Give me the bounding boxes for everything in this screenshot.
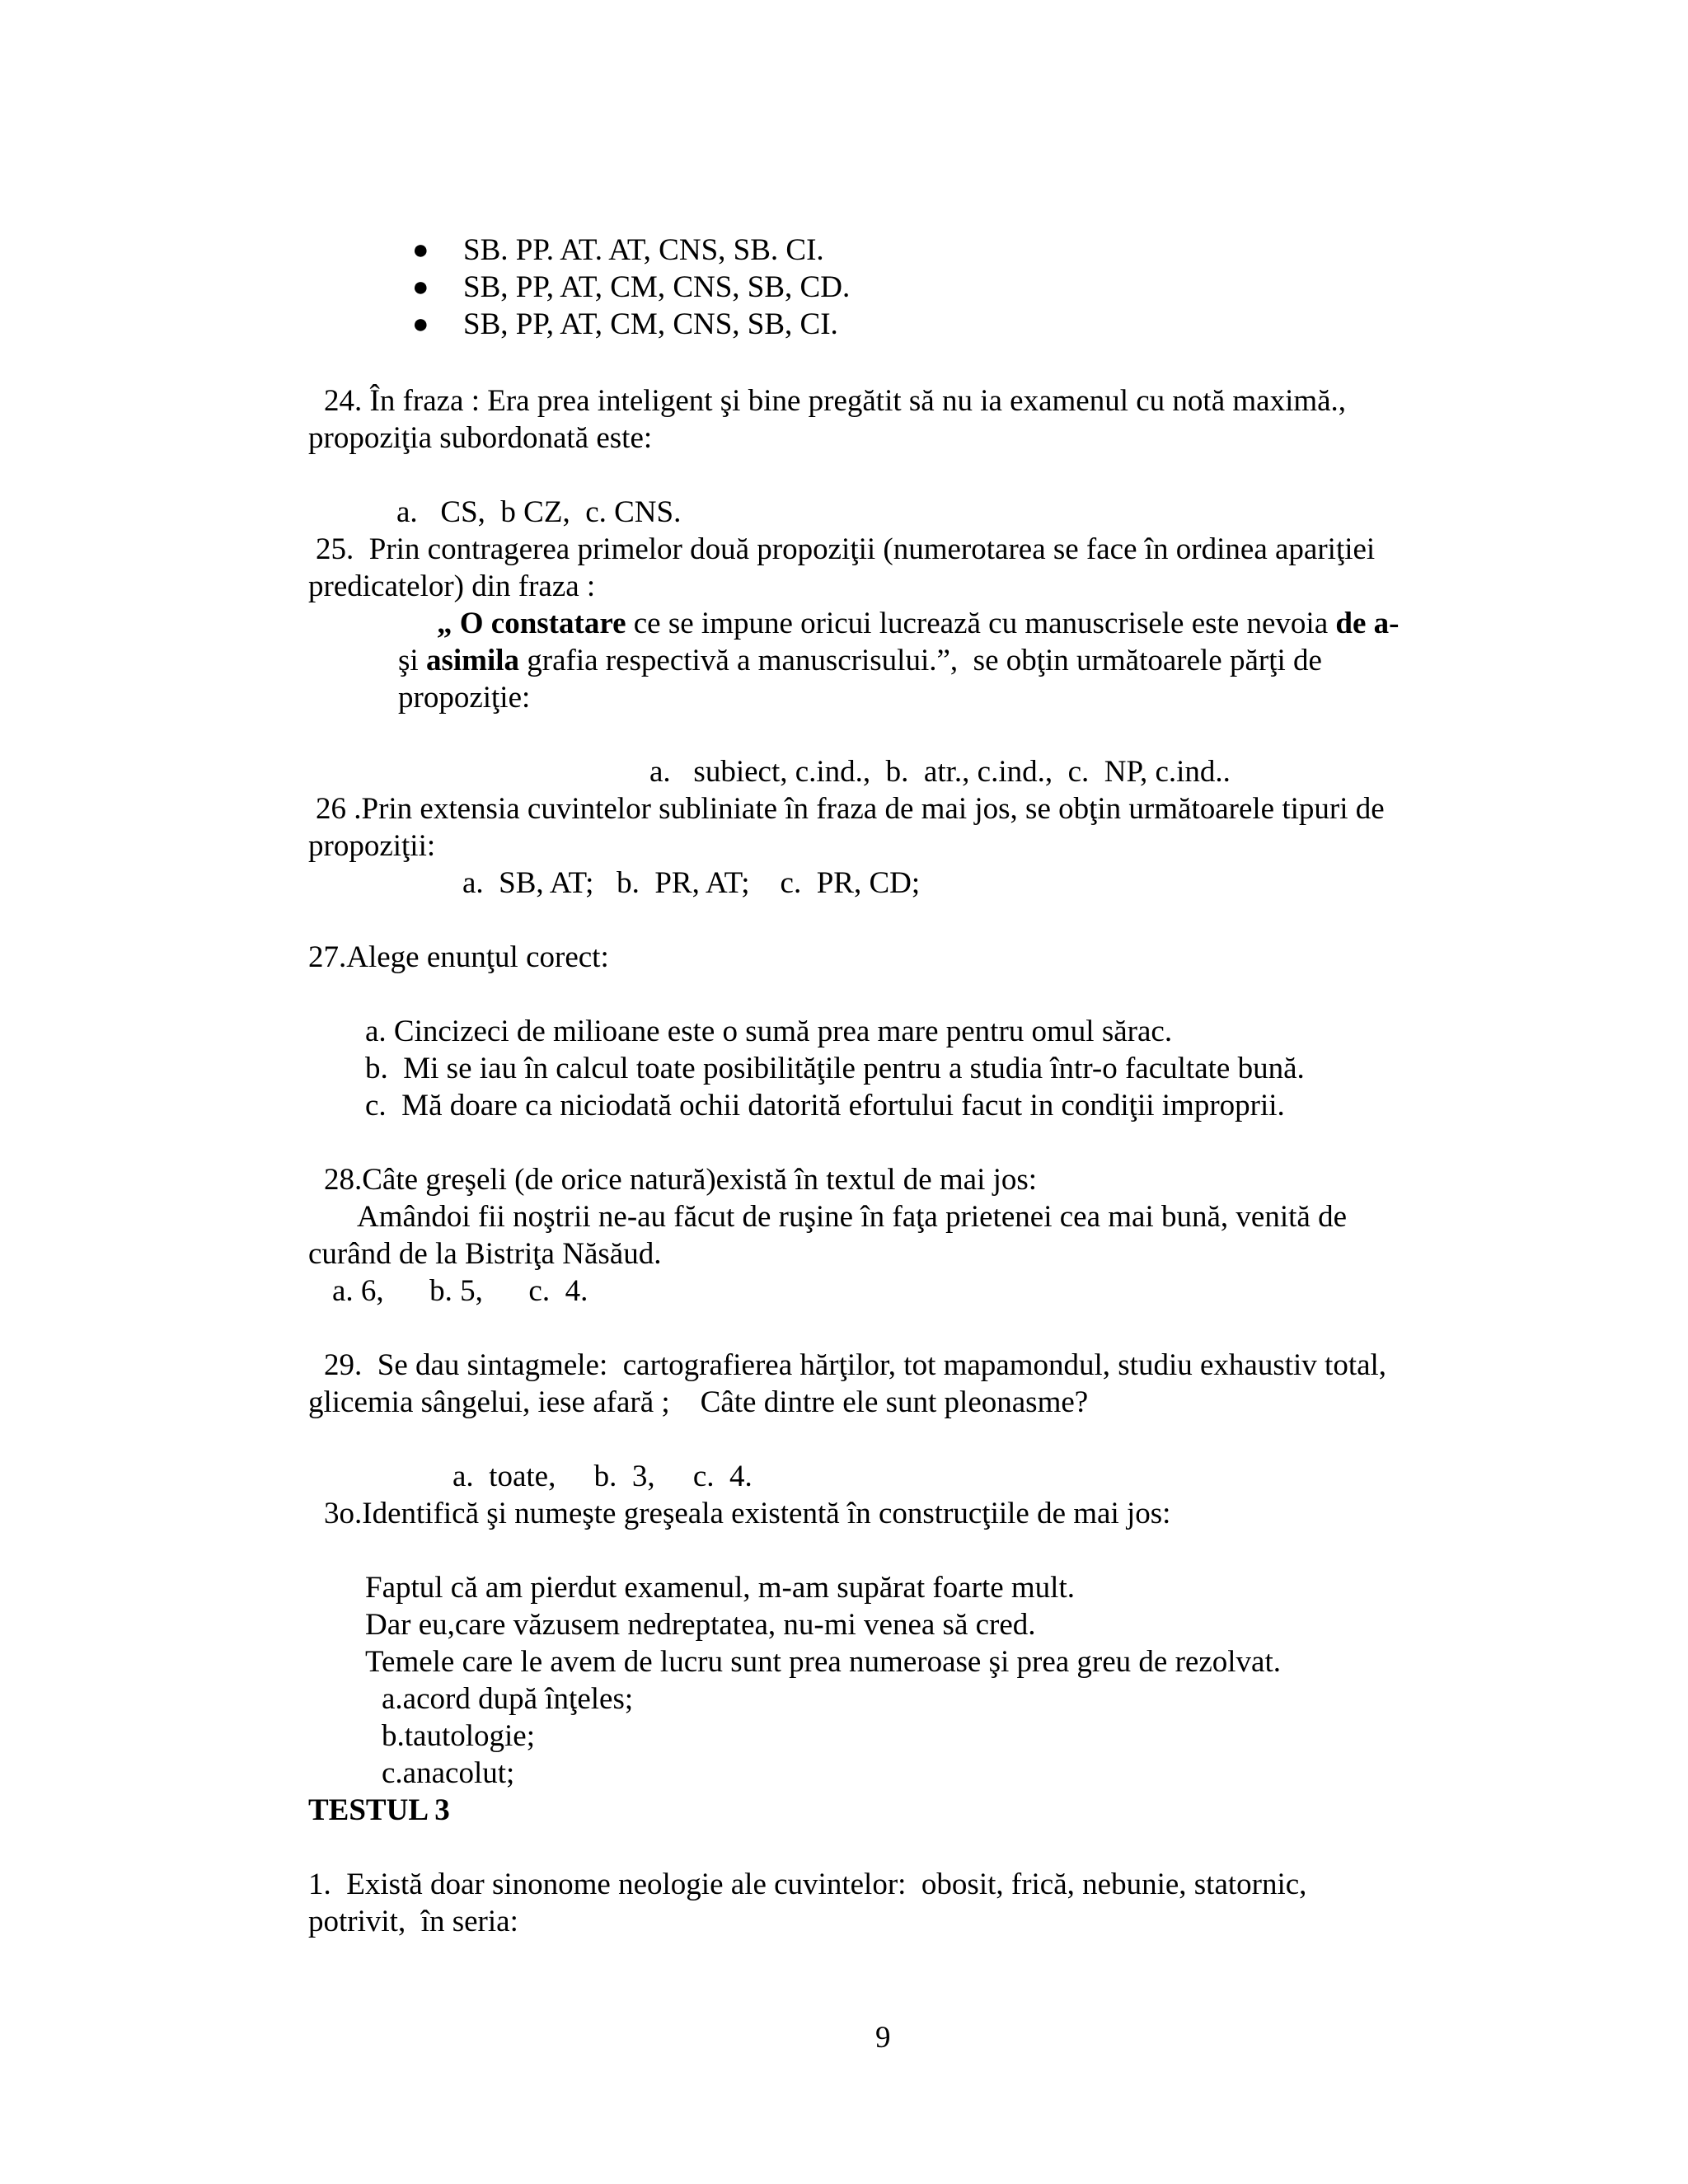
q28-title: 28.Câte greşeli (de orice natură)există în textul de mai jos:	[324, 1163, 1038, 1197]
q29-options: a. toate, b. 3, c. 4.	[452, 1460, 753, 1493]
q30-sentence-3: Temele care le avem de lucru sunt prea numeroase şi prea greu de rezolvat.	[365, 1645, 1281, 1679]
quote2-pre: şi	[398, 644, 426, 677]
bullet-item: SB. PP. AT. AT, CNS, SB. CI.	[463, 233, 824, 267]
q28-options: a. 6, b. 5, c. 4.	[332, 1274, 588, 1308]
bullet-item: SB, PP, AT, CM, CNS, SB, CI.	[463, 307, 838, 341]
quote-middle: ce se impune oricui lucrează cu manuscrisele este nevoia	[626, 607, 1336, 640]
quote-open: „	[437, 607, 460, 640]
bullet-icon: ●	[412, 309, 429, 340]
q26-text-line1: 26 .Prin extensia cuvintelor subliniate în fraza de mai jos, se obţin următoarele tipuri de	[316, 792, 1385, 826]
page-number: 9	[875, 2021, 891, 2055]
q29-text-line1: 29. Se dau sintagmele: cartografierea hărţilor, tot mapamondul, studiu exhaustiv total,	[324, 1348, 1387, 1382]
q25-text-line1: 25. Prin contragerea primelor două propoziţii (numerotarea se face în ordinea apariţiei	[316, 532, 1376, 566]
quote2-rest: grafia respectivă a manuscrisului.”, se obţin următoarele părţi de	[519, 644, 1322, 677]
quote-bold-asimila: asimila	[425, 644, 519, 677]
q30-title: 3o.Identifică şi numeşte greşeala existentă în construcţiile de mai jos:	[324, 1497, 1171, 1530]
q27-option-b: b. Mi se iau în calcul toate posibilităţile pentru a studia într-o facultate bună.	[365, 1052, 1305, 1085]
q28-text-line2: curând de la Bistriţa Năsăud.	[308, 1237, 662, 1271]
bullet-icon: ●	[412, 235, 429, 265]
q24-text-line2: propoziţia subordonată este:	[308, 421, 653, 455]
quote-bold-constatare: O constatare	[459, 607, 626, 640]
bullet-icon: ●	[412, 272, 429, 302]
q29-text-line2: glicemia sângelui, iese afară ; Câte dintre ele sunt pleonasme?	[308, 1385, 1089, 1419]
q24-options: a. CS, b CZ, c. CNS.	[396, 495, 682, 529]
test3-q1-line2: potrivit, în seria:	[308, 1905, 518, 1938]
q25-quote-line2	[398, 643, 1322, 679]
q30-option-c: c.anacolut;	[382, 1756, 515, 1790]
q30-sentence-2: Dar eu,care văzusem nedreptatea, nu-mi venea să cred.	[365, 1608, 1036, 1642]
q26-text-line2: propoziţii:	[308, 829, 436, 863]
q27-title: 27.Alege enunţul corect:	[308, 940, 609, 974]
q27-option-a: a. Cincizeci de milioane este o sumă prea mare pentru omul sărac.	[365, 1015, 1173, 1048]
q30-sentence-1: Faptul că am pierdut examenul, m-am supărat foarte mult.	[365, 1571, 1075, 1605]
quote-bold-dea: de a-	[1335, 607, 1400, 640]
bullet-item: SB, PP, AT, CM, CNS, SB, CD.	[463, 270, 851, 304]
q26-options: a. SB, AT; b. PR, AT; c. PR, CD;	[462, 866, 921, 900]
q24-text-line1: 24. În fraza : Era prea inteligent şi bine pregătit să nu ia examenul cu notă maximă.,	[324, 384, 1347, 418]
q28-text-line1: Amândoi fii noştrii ne-au făcut de ruşine în faţa prietenei cea mai bună, venită de	[357, 1200, 1348, 1234]
q27-option-c: c. Mă doare ca niciodată ochii datorită efortului facut in condiţii improprii.	[365, 1089, 1285, 1122]
q25-options: a. subiect, c.ind., b. atr., c.ind., c. NP, c.ind..	[649, 755, 1231, 789]
q30-option-b: b.tautologie;	[382, 1719, 535, 1753]
q25-quote-line1	[437, 606, 1399, 642]
q30-option-a: a.acord după înţeles;	[382, 1682, 634, 1716]
q25-quote-line3: propoziţie:	[398, 681, 531, 715]
test3-q1-line1: 1. Există doar sinonome neologie ale cuvintelor: obosit, frică, nebunie, statornic,	[308, 1868, 1307, 1901]
section-heading: TESTUL 3	[308, 1793, 450, 1827]
q25-text-line2: predicatelor) din fraza :	[308, 569, 596, 603]
